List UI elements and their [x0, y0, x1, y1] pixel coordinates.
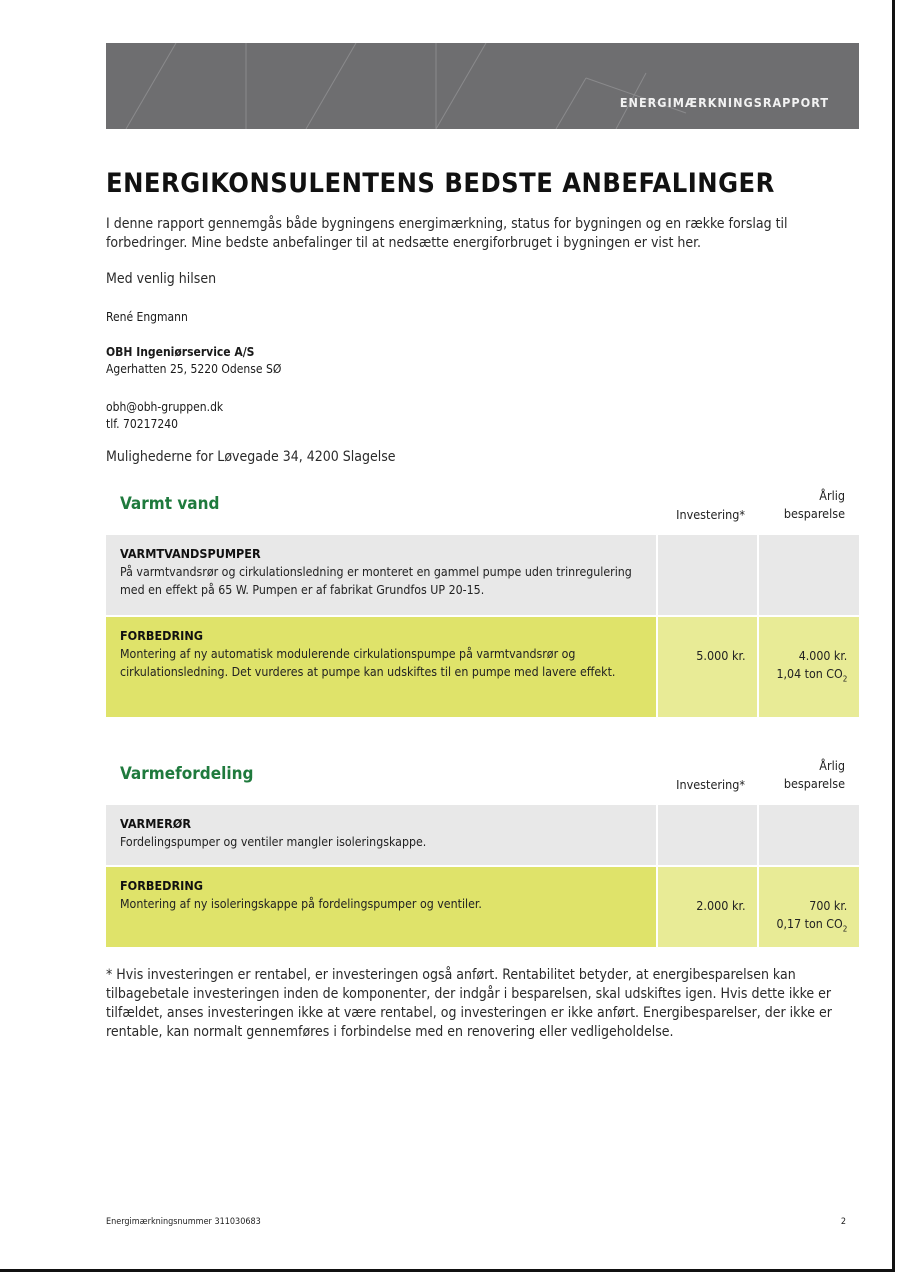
investment-value: 5.000 kr.	[696, 648, 746, 663]
status-text: Fordelingspumper og ventiler mangler isoleringskappe.	[120, 835, 427, 849]
improvement-row	[106, 867, 859, 947]
company-name: OBH Ingeniørservice A/S	[106, 345, 255, 359]
savings-value: 4.000 kr. 1,04 ton $CO_2$	[776, 649, 848, 684]
company-address: Agerhatten 25, 5220 Odense SØ	[106, 362, 282, 376]
improvement-text: Montering af ny automatisk modulerende cirkulationspumpe på varmtvandsrør og cirkulationsledning. Det vurderes at pumpe kan udskiftes til en pumpe med lavere effekt.	[120, 647, 616, 679]
options-heading: Mulighederne for Løvegade 34, 4200 Slagelse	[106, 449, 396, 465]
savings-column-header: Årlig besparelse	[783, 488, 845, 521]
section-header	[106, 485, 859, 535]
improvement-row	[106, 617, 859, 717]
investment-value: 2.000 kr.	[696, 898, 746, 913]
savings-column-header: Årlig besparelse	[783, 758, 845, 791]
investment-column-header: Investering*	[676, 507, 745, 522]
footer-label: Energimærkningsnummer 311030683	[106, 1217, 261, 1227]
investment-column-header: Investering*	[676, 777, 745, 792]
company-email[interactable]: obh@obh-gruppen.dk	[106, 400, 224, 414]
improvement-label: FORBEDRING	[120, 628, 203, 643]
improvement-text: Montering af ny isoleringskappe på fordelingspumper og ventiler.	[120, 897, 482, 911]
savings-value: 700 kr. 0,17 ton $CO_2$	[776, 899, 848, 934]
page-title: ENERGIKONSULENTENS BEDSTE ANBEFALINGER	[106, 168, 775, 199]
section-varmefordeling	[106, 755, 859, 947]
status-label: VARMTVANDSPUMPER	[120, 546, 261, 561]
section-title: Varmt vand	[120, 494, 220, 514]
header-banner	[106, 43, 859, 129]
page-number: 2	[840, 1217, 846, 1227]
status-row	[106, 805, 859, 865]
section-varmt-vand	[106, 485, 859, 717]
footnote: * Hvis investeringen er rentabel, er investeringen også anført. Rentabilitet betyder, at energibesparelsen kan tilbagebetale investeringen inden de komponenter, der indgår i besparelsen, skal udskiftes igen. Hvis dette ikke er tilfældet, anses investeringen ikke at være rentabel, og investeringen er ikke anført. Energibesparelser, der ikke er rentable, kan normalt gennemføres i forbindelse med en renovering eller vedligeholdelse.	[106, 967, 832, 1040]
report-type-label: ENERGIMÆRKNINGSRAPPORT	[619, 95, 829, 110]
intro-text: I denne rapport gennemgås både bygningens energimærkning, status for bygningen og en række forslag til forbedringer. Mine bedste anbefalinger til at nedsætte energiforbruget i bygningen er vist her.	[106, 216, 788, 251]
status-row	[106, 535, 859, 615]
consultant-name: René Engmann	[106, 310, 188, 324]
section-header	[106, 755, 859, 805]
section-title: Varmefordeling	[120, 764, 254, 784]
status-text: På varmtvandsrør og cirkulationsledning er monteret en gammel pumpe uden trinregulering med en effekt på 65 W. Pumpen er af fabrikat Grundfos UP 20-15.	[120, 565, 632, 597]
company-phone: tlf. 70217240	[106, 417, 178, 431]
improvement-label: FORBEDRING	[120, 878, 203, 893]
status-label: VARMERØR	[120, 816, 191, 831]
greeting: Med venlig hilsen	[106, 271, 217, 287]
banner-pattern	[106, 43, 859, 129]
